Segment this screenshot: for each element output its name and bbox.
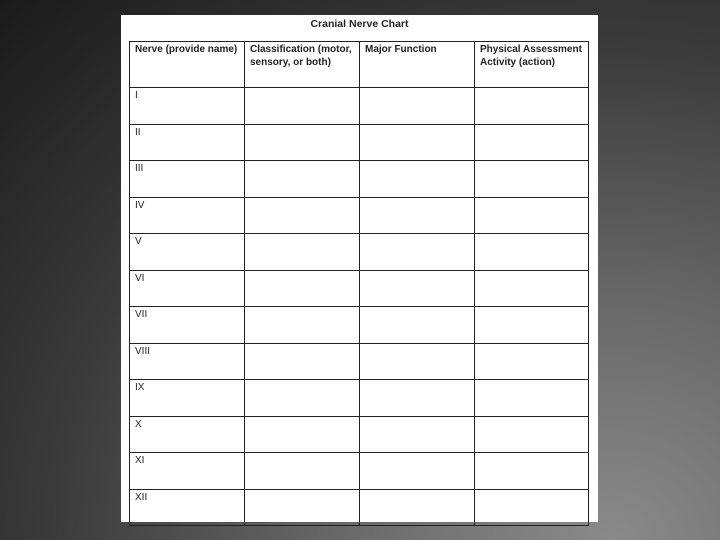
table-row	[130, 307, 589, 344]
row-label: VI	[130, 270, 245, 307]
row-label: III	[130, 161, 245, 198]
classification-cell	[245, 380, 360, 417]
function-cell	[360, 380, 475, 417]
header-row	[130, 42, 589, 88]
column-header-major-function: Major Function	[360, 42, 475, 88]
row-label: X	[130, 416, 245, 453]
classification-cell	[245, 161, 360, 198]
table-row	[130, 234, 589, 271]
column-header-nerve: Nerve (provide name)	[130, 42, 245, 88]
row-label: II	[130, 124, 245, 161]
assessment-cell	[475, 197, 589, 234]
table-row	[130, 343, 589, 380]
function-cell	[360, 88, 475, 125]
table-row	[130, 197, 589, 234]
classification-cell	[245, 234, 360, 271]
cranial-nerve-table	[129, 41, 589, 526]
row-label: XII	[130, 489, 245, 526]
function-cell	[360, 234, 475, 271]
table-row	[130, 124, 589, 161]
assessment-cell	[475, 307, 589, 344]
assessment-cell	[475, 380, 589, 417]
table-row	[130, 88, 589, 125]
assessment-cell	[475, 343, 589, 380]
row-label: IX	[130, 380, 245, 417]
function-cell	[360, 270, 475, 307]
classification-cell	[245, 307, 360, 344]
assessment-cell	[475, 161, 589, 198]
table-row	[130, 161, 589, 198]
classification-cell	[245, 453, 360, 490]
classification-cell	[245, 88, 360, 125]
classification-cell	[245, 343, 360, 380]
table-row	[130, 416, 589, 453]
assessment-cell	[475, 124, 589, 161]
table-row	[130, 380, 589, 417]
function-cell	[360, 489, 475, 526]
column-header-classification: Classification (motor, sensory, or both)	[245, 42, 360, 88]
chart-title: Cranial Nerve Chart	[310, 18, 409, 30]
function-cell	[360, 343, 475, 380]
row-label: V	[130, 234, 245, 271]
row-label: VIII	[130, 343, 245, 380]
classification-cell	[245, 197, 360, 234]
classification-cell	[245, 416, 360, 453]
function-cell	[360, 453, 475, 490]
function-cell	[360, 161, 475, 198]
function-cell	[360, 197, 475, 234]
assessment-cell	[475, 489, 589, 526]
classification-cell	[245, 124, 360, 161]
assessment-cell	[475, 270, 589, 307]
function-cell	[360, 307, 475, 344]
table-row	[130, 270, 589, 307]
row-label: I	[130, 88, 245, 125]
assessment-cell	[475, 453, 589, 490]
assessment-cell	[475, 234, 589, 271]
function-cell	[360, 124, 475, 161]
table-row	[130, 489, 589, 526]
assessment-cell	[475, 88, 589, 125]
assessment-cell	[475, 416, 589, 453]
classification-cell	[245, 270, 360, 307]
classification-cell	[245, 489, 360, 526]
function-cell	[360, 416, 475, 453]
worksheet-page	[121, 15, 598, 522]
column-header-assessment: Physical Assessment Activity (action)	[475, 42, 589, 88]
row-label: XI	[130, 453, 245, 490]
row-label: IV	[130, 197, 245, 234]
row-label: VII	[130, 307, 245, 344]
table-row	[130, 453, 589, 490]
